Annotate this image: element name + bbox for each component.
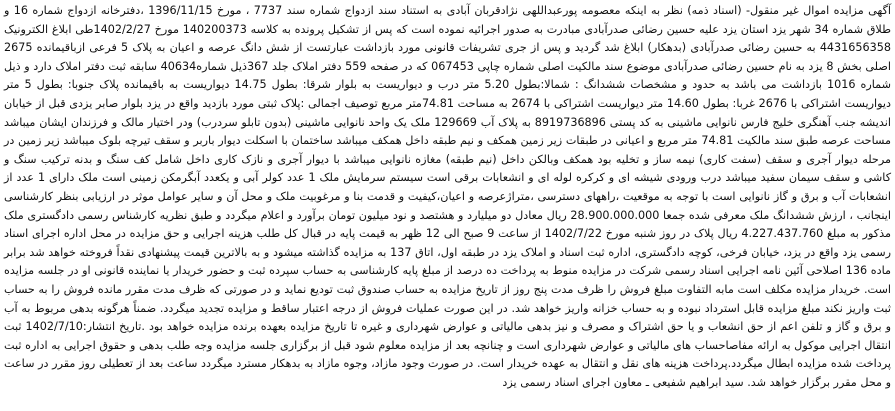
notice-body: آگهی مزایده اموال غیر منقول- (اسناد ذمه) نظر به اینکه معصومه پورعبداللهی نژادقربان آبادی به استناد سند ازدواج شماره سند 7737 ، مورخ 1396/11/15 ،دفترخانه ازدواج شماره 16 و طلاق شماره 34 شهر یزد استان یزد علیه حسین رضائی صدرآبادی مبادرت به صدور اجرائیه نموده است که پس از تشکیل پرونده به کلاسه 140200373 مورخ 1402/2/27طی ابلاغ الکترونیک 4431656358 به حسین رضائی صدرآبادی (بدهکار) ابلاغ شد گردید و پس از جری تشریفات قانونی مورد بازداشت عبارتست از شش دانگ عرصه و اعیان به پلاک 5 فرعی ازباقیمانده 2675 اصلی بخش 8 یزد به نام حسین رضائی صدرآبادی موضوع سند مالکیت اصلی شماره چاپی 067453 که در صفحه 559 دفتر املاک جلد 367ذیل شماره40634 سابقه ثبت دفتر املاک دارد و ذیل شماره 1016 بازداشت می باشد به حدود و مشخصات ششدانگ : شمالا:بطول 5.20 متر درب و دیواریست به بلوار شرقا: بطول 14.75 دیواریست به باقیمانده پلاک جنوبا: بطول 5 متر دیواریست اشتراکی با 2676 غربا: بطول 14.60 متر دیواریست اشتراکی با 2674 به مساحت 74.81متر مربع توصیف اجمالی :پلاک ثبتی مورد بازدید واقع در یزد بلوار صابر یزدی قبل از خیابان اندیشه جنب آهنگری خلیج فارس نانوایی ماشینی به کد پستی 8919736896 به پلاک آب 129669 ملک یک واحد نانوایی ماشینی (بدون تابلو سردرب) ودر اختیار مالک و فرزندان ایشان میباشد مساحت عرصه طبق سند مالکیت 74.81 متر مربع و اعیانی در طبقات زیر زمین همکف و نیم طبقه داخل همکف میباشد ساختمان با اسکلت دیوار باربر و سقف تیرچه بلوک میباشد زیر زمین در مرحله دیوار آجری و سقف (سفت کاری) نیمه ساز و تخلیه بود همکف وبالکن داخل (نیم طبقه) مغازه نانوایی میباشد با دیوار آجری و نازک کاری داخل شامل کف سنگ و بدنه ترکیب سنگ و کاشی و سقف سیمان سفید میباشد درب ورودی شیشه ای و کرکره لوله ای و انشعابات برقی است سیستم سرمایش ملک 1 عدد کولر آبی و یکعدد آبگرمکن زمینی است ملک دارای 1 عدد از انشعابات آب و برق و گاز نانوایی است با توجه به موقعیت ،راههای دسترسی ،متراژعرصه و اعیان،کیفیت و قدمت بنا و مرغوبیت ملک و محل آن و سایر عوامل موثر در ارزیابی بنظر کارشناسی اینجانب ، ارزش ششدانگ ملک معرفی شده جمعا 28.900.000.000 ریال معادل دو میلیارد و هشتصد و نود میلیون تومان برآورد و اعلام میگردد و طبق نظریه کارشناس رسمی دادگستری ملک مذکور به مبلغ 4.227.437.760 ریال پلاک در روز شنبه مورخ 1402/7/22 از ساعت 9 صبح الی 12 ظهر به قیمت پایه در قبال کل طلب هزینه اجرایی و حق مزایده در محل اداره اجرای اسناد رسمی یزد واقع در یزد، خیابان فرخی، کوچه دادگستری، اداره ثبت اسناد و املاک یزد در طبقه اول، اتاق 137 به مزایده گذاشته میشود و به بالاترین قیمت پیشنهادی نقداً فروخته خواهد شد برابر ماده 136 اصلاحی آئین نامه اجرایی اسناد رسمی شرکت در مزایده منوط به پرداخت ده درصد از مبلغ پایه کارشناسی به حساب سپرده ثبت و حضور خریدار یا نماینده قانونی او در جلسه مزایده است. خریدار مزایده مکلف است مابه التفاوت مبلغ فروش را ظرف مدت پنج روز از تاریخ مزایده به حساب صندوق ثبت تودیع نماید و در صورتی که ظرف مدت مقرر مانده فروش را به حساب ثبت واریز نکند مبلغ مزایده قابل استرداد نبوده و به حساب خزانه واریز خواهد شد. در این صورت عملیات فروش از درجه اعتبار ساقط و مزایده تجدید میگردد. ضمناً هرگونه بدهی مربوط به آب و برق و گاز و تلفن اعم از حق انشعاب و یا حق اشتراک و مصرف و نیز بدهی مالیاتی و عوارض شهرداری و غیره تا تاریخ مزایده بعهده برنده مزایده خواهد بود .تاریخ انتشار:1402/7/10 ثبت انتقال اجرایی موکول به ارائه مفاصاحساب های مالیاتی و عوارض شهرداری است و چنانچه بعد از مزایده معلوم شود قبل از برگزاری جلسه مزایده وجه طلب بدهی و حقوق اجرایی به اداره ثبت پرداخت شده مزایده ابطال میگردد.پرداخت هزینه های نقل و انتقال به عهده خریدار است. در صورت وجود مازاد، وجوه مازاد به بدهکار مسترد میگردد ساعت بعد از تعطیلی روز مقرر در ساعت و محل مقرر برگزار خواهد شد. سید ابراهیم شفیعی ـ معاون اجرای اسناد رسمی یزد — [4, 4, 892, 389]
